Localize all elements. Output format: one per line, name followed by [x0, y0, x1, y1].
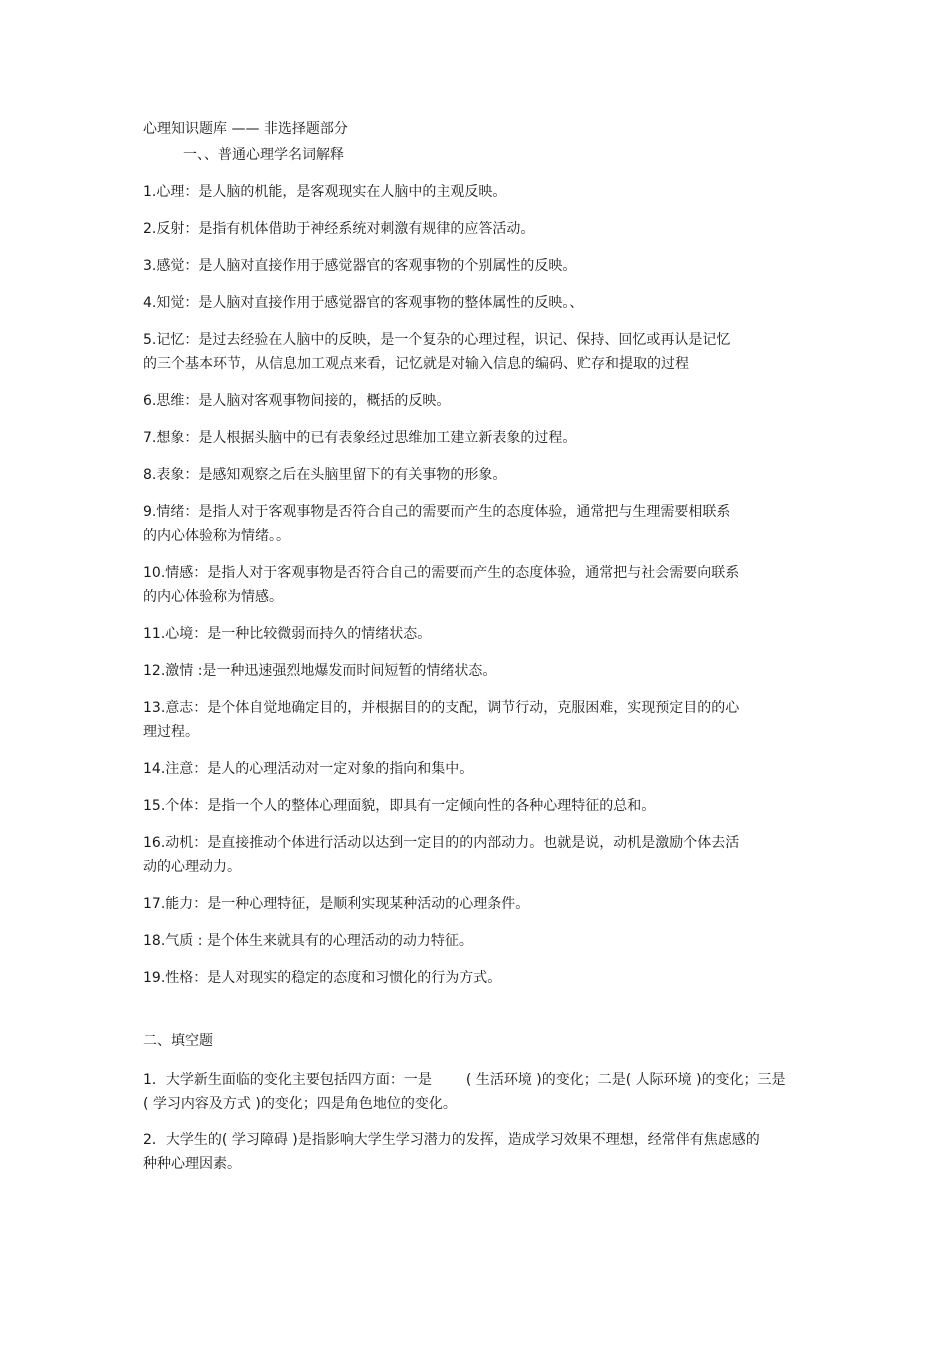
definition-item	[143, 426, 743, 450]
item-text: 情感：是指人对于客观事物是否符合自己的需要而产生的态度体验，通常把与社会需要向联系的内心体验称为情感。	[143, 565, 740, 605]
fill-answer: ( 学习内容及方式 )	[143, 1096, 261, 1112]
definition-item	[143, 291, 743, 315]
definition-item	[143, 757, 743, 781]
item-number: 7.	[143, 430, 157, 446]
fill-text: 的变化；三是	[701, 1072, 786, 1088]
definition-item	[143, 254, 743, 278]
definition-item	[143, 622, 743, 646]
definition-item	[143, 180, 743, 204]
definition-item	[143, 929, 743, 953]
definition-item	[143, 463, 743, 487]
item-number: 4.	[143, 295, 157, 311]
fill-in-list	[143, 1068, 808, 1188]
item-number: 16.	[143, 835, 166, 851]
item-number: 10.	[143, 565, 166, 581]
item-text: 情绪：是指人对于客观事物是否符合自己的需要而产生的态度体验，通常把与生理需要相联系的内心体验称为情绪。。	[143, 504, 731, 544]
fill-text: 是指影响大学生学习潜力的发挥，造成学习效果不理想，经常伴有焦虑感的种种心理因素。	[143, 1132, 760, 1172]
item-number: 19.	[143, 970, 166, 986]
definition-item	[143, 794, 743, 818]
item-text: 思维：是人脑对客观事物间接的，概括的反映。	[156, 393, 451, 409]
definition-item	[143, 500, 743, 548]
section-title-fill-in: 二、填空题	[143, 1033, 213, 1049]
item-number: 8.	[143, 467, 157, 483]
item-text: 意志：是个体自觉地确定目的，并根据目的的支配，调节行动，克服困难，实现预定目的的心理过程。	[143, 700, 740, 740]
item-text: 动机：是直接推动个体进行活动以达到一定目的的内部动力。也就是说，动机是激励个体去活动的心理动力。	[143, 835, 740, 875]
fill-in-item	[143, 1068, 808, 1116]
item-text: 激情 :是一种迅速强烈地爆发而时间短暂的情绪状态。	[165, 663, 497, 679]
item-number: 2.	[143, 221, 157, 237]
fill-text: 1．大学新生面临的变化主要包括四方面：一是	[143, 1072, 432, 1088]
definition-item	[143, 389, 743, 413]
definition-item	[143, 892, 743, 916]
item-number: 9.	[143, 504, 157, 520]
item-text: 注意：是人的心理活动对一定对象的指向和集中。	[165, 761, 474, 777]
definition-item	[143, 696, 743, 744]
item-text: 个体：是指一个人的整体心理面貌，即具有一定倾向性的各种心理特征的总和。	[165, 798, 656, 814]
item-number: 1.	[143, 184, 157, 200]
item-text: 知觉：是人脑对直接作用于感觉器官的客观事物的整体属性的反映。、	[156, 295, 584, 311]
item-number: 13.	[143, 700, 166, 716]
item-number: 18.	[143, 933, 166, 949]
item-number: 12.	[143, 663, 166, 679]
fill-text: 的变化；二是	[541, 1072, 626, 1088]
fill-in-item	[143, 1128, 763, 1176]
item-text: 气质 : 是个体生来就具有的心理活动的动力特征。	[165, 933, 473, 949]
item-text: 记忆：是过去经验在人脑中的反映，是一个复杂的心理过程，识记、保持、回忆或再认是记忆的三个基本环节，从信息加工观点来看，记忆就是对输入信息的编码、贮存和提取的过程	[143, 332, 731, 372]
definition-item	[143, 561, 743, 609]
section-title-definitions: 一、、普通心理学名词解释	[183, 147, 344, 163]
fill-text: 的变化；四是角色地位的变化。	[260, 1096, 457, 1112]
definitions-list	[143, 180, 743, 1003]
definition-item	[143, 831, 743, 879]
item-number: 3.	[143, 258, 157, 274]
item-text: 性格：是人对现实的稳定的态度和习惯化的行为方式。	[165, 970, 502, 986]
item-number: 14.	[143, 761, 166, 777]
item-number: 15.	[143, 798, 166, 814]
item-number: 6.	[143, 393, 157, 409]
definition-item	[143, 659, 743, 683]
item-text: 心理：是人脑的机能，是客观现实在人脑中的主观反映。	[156, 184, 507, 200]
fill-answer: ( 人际环境 )	[625, 1072, 702, 1088]
item-text: 想象：是人根据头脑中的已有表象经过思维加工建立新表象的过程。	[156, 430, 577, 446]
item-text: 表象：是感知观察之后在头脑里留下的有关事物的形象。	[156, 467, 507, 483]
item-number: 5.	[143, 332, 157, 348]
item-number: 17.	[143, 896, 166, 912]
item-text: 感觉：是人脑对直接作用于感觉器官的客观事物的个别属性的反映。	[156, 258, 577, 274]
item-number: 11.	[143, 626, 166, 642]
fill-text: 2．大学生的	[143, 1132, 222, 1148]
document-title: 心理知识题库 —— 非选择题部分	[143, 121, 348, 137]
definition-item	[143, 217, 743, 241]
fill-answer: ( 生活环境 )	[465, 1072, 542, 1088]
definition-item	[143, 328, 743, 376]
item-text: 能力：是一种心理特征，是顺利实现某种活动的心理条件。	[165, 896, 530, 912]
item-text: 心境：是一种比较微弱而持久的情绪状态。	[165, 626, 432, 642]
definition-item	[143, 966, 743, 990]
fill-answer: ( 学习障碍 )	[221, 1132, 298, 1148]
item-text: 反射：是指有机体借助于神经系统对刺激有规律的应答活动。	[156, 221, 535, 237]
